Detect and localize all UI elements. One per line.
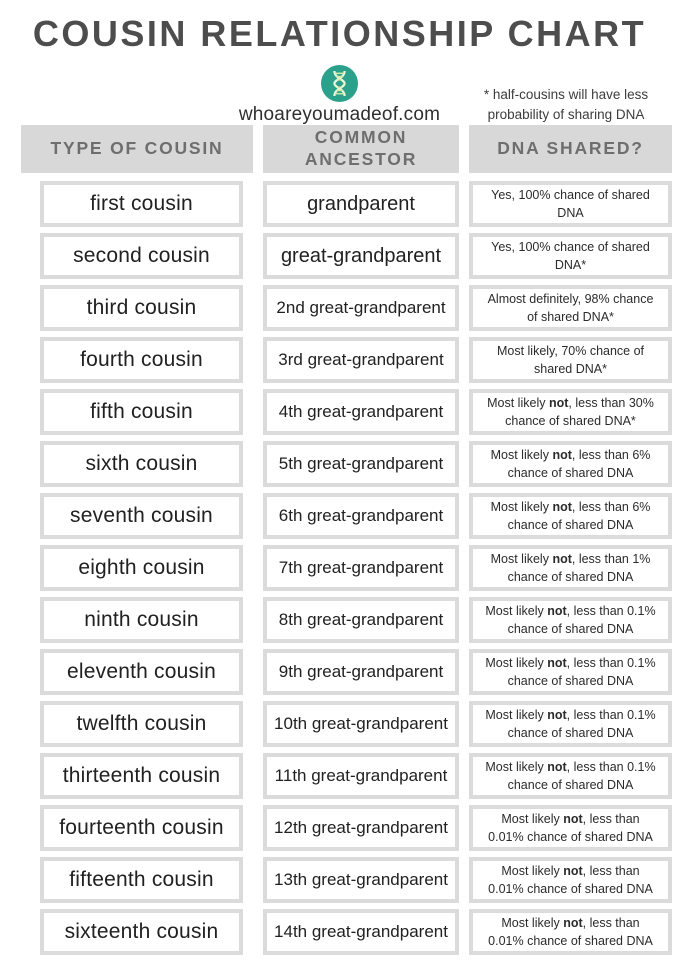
common-ancestor-cell: 7th great-grandparent [263, 545, 459, 591]
column-header-dna-shared: DNA SHARED? [469, 125, 672, 173]
table-header-row [21, 125, 672, 173]
dna-shared-cell [469, 597, 672, 643]
dna-shared-text: Almost definitely, 98% chance of shared DNA* [487, 291, 654, 324]
dna-shared-cell [469, 857, 672, 903]
cousin-type-cell: first cousin [40, 181, 243, 227]
dna-shared-text: Most likely not, less than 0.1% chance of shared DNA [485, 759, 656, 792]
cousin-type-cell: ninth cousin [40, 597, 243, 643]
cousin-type-cell: thirteenth cousin [40, 753, 243, 799]
dna-shared-text: Most likely not, less than 30% chance of shared DNA* [487, 395, 654, 428]
table-row [21, 337, 672, 383]
table-row [21, 597, 672, 643]
common-ancestor-cell: 10th great-grandparent [263, 701, 459, 747]
dna-shared-cell [469, 493, 672, 539]
common-ancestor-cell: grandparent [263, 181, 459, 227]
cousin-type-cell: fourteenth cousin [40, 805, 243, 851]
column-header-common-ancestor: COMMON ANCESTOR [263, 125, 459, 173]
table-row [21, 805, 672, 851]
cousin-type-cell: third cousin [40, 285, 243, 331]
cousin-type-cell: fifteenth cousin [40, 857, 243, 903]
half-cousin-note: * half-cousins will have less probability of sharing DNA [483, 87, 649, 123]
dna-shared-cell [469, 545, 672, 591]
dna-shared-text: Most likely not, less than 0.1% chance of shared DNA [485, 655, 656, 688]
dna-shared-text: Most likely not, less than 1% chance of shared DNA [490, 551, 651, 584]
dna-shared-text: Most likely not, less than 0.01% chance of shared DNA [488, 811, 653, 844]
cousin-type-cell: sixteenth cousin [40, 909, 243, 955]
dna-shared-cell [469, 701, 672, 747]
page-title: COUSIN RELATIONSHIP CHART [32, 13, 647, 54]
common-ancestor-cell: 6th great-grandparent [263, 493, 459, 539]
dna-shared-text: Most likely, 70% chance of shared DNA* [496, 343, 645, 376]
dna-shared-cell [469, 181, 672, 227]
common-ancestor-cell: 3rd great-grandparent [263, 337, 459, 383]
table-row [21, 753, 672, 799]
dna-shared-text: Most likely not, less than 6% chance of shared DNA [490, 447, 651, 480]
dna-shared-cell [469, 337, 672, 383]
table-row [21, 389, 672, 435]
cousin-type-cell: eleventh cousin [40, 649, 243, 695]
cousin-type-cell: fourth cousin [40, 337, 243, 383]
common-ancestor-cell: 5th great-grandparent [263, 441, 459, 487]
table-row [21, 285, 672, 331]
dna-shared-cell [469, 805, 672, 851]
site-url: whoareyoumadeof.com [238, 104, 441, 125]
table-row [21, 857, 672, 903]
table-row [21, 649, 672, 695]
column-header-type-of-cousin: TYPE OF COUSIN [21, 125, 253, 173]
dna-shared-text: Most likely not, less than 0.01% chance of shared DNA [488, 915, 653, 948]
dna-icon [321, 65, 358, 102]
dna-shared-cell [469, 233, 672, 279]
table-row [21, 545, 672, 591]
table-row [21, 441, 672, 487]
table-body [21, 181, 672, 955]
table-row [21, 493, 672, 539]
cousin-type-cell: eighth cousin [40, 545, 243, 591]
common-ancestor-cell: 9th great-grandparent [263, 649, 459, 695]
common-ancestor-cell: 12th great-grandparent [263, 805, 459, 851]
dna-shared-text: Most likely not, less than 0.1% chance of shared DNA [485, 603, 656, 636]
table-row [21, 701, 672, 747]
common-ancestor-cell: 14th great-grandparent [263, 909, 459, 955]
table-row [21, 909, 672, 955]
common-ancestor-cell: 8th great-grandparent [263, 597, 459, 643]
cousin-type-cell: twelfth cousin [40, 701, 243, 747]
common-ancestor-cell: great-grandparent [263, 233, 459, 279]
dna-shared-cell [469, 909, 672, 955]
cousin-type-cell: sixth cousin [40, 441, 243, 487]
dna-shared-text: Most likely not, less than 6% chance of shared DNA [490, 499, 651, 532]
dna-shared-text: Most likely not, less than 0.01% chance of shared DNA [488, 863, 653, 896]
common-ancestor-cell: 4th great-grandparent [263, 389, 459, 435]
dna-shared-text: Yes, 100% chance of shared DNA* [491, 239, 650, 272]
dna-shared-text: Most likely not, less than 0.1% chance of shared DNA [485, 707, 656, 740]
dna-shared-cell [469, 649, 672, 695]
common-ancestor-cell: 2nd great-grandparent [263, 285, 459, 331]
cousin-type-cell: fifth cousin [40, 389, 243, 435]
dna-shared-cell [469, 285, 672, 331]
dna-shared-cell [469, 753, 672, 799]
common-ancestor-cell: 13th great-grandparent [263, 857, 459, 903]
dna-shared-cell [469, 389, 672, 435]
cousin-table [21, 125, 672, 961]
cousin-type-cell: seventh cousin [40, 493, 243, 539]
table-row [21, 233, 672, 279]
dna-shared-cell [469, 441, 672, 487]
dna-shared-text: Yes, 100% chance of shared DNA [491, 187, 650, 220]
common-ancestor-cell: 11th great-grandparent [263, 753, 459, 799]
cousin-type-cell: second cousin [40, 233, 243, 279]
table-row [21, 181, 672, 227]
